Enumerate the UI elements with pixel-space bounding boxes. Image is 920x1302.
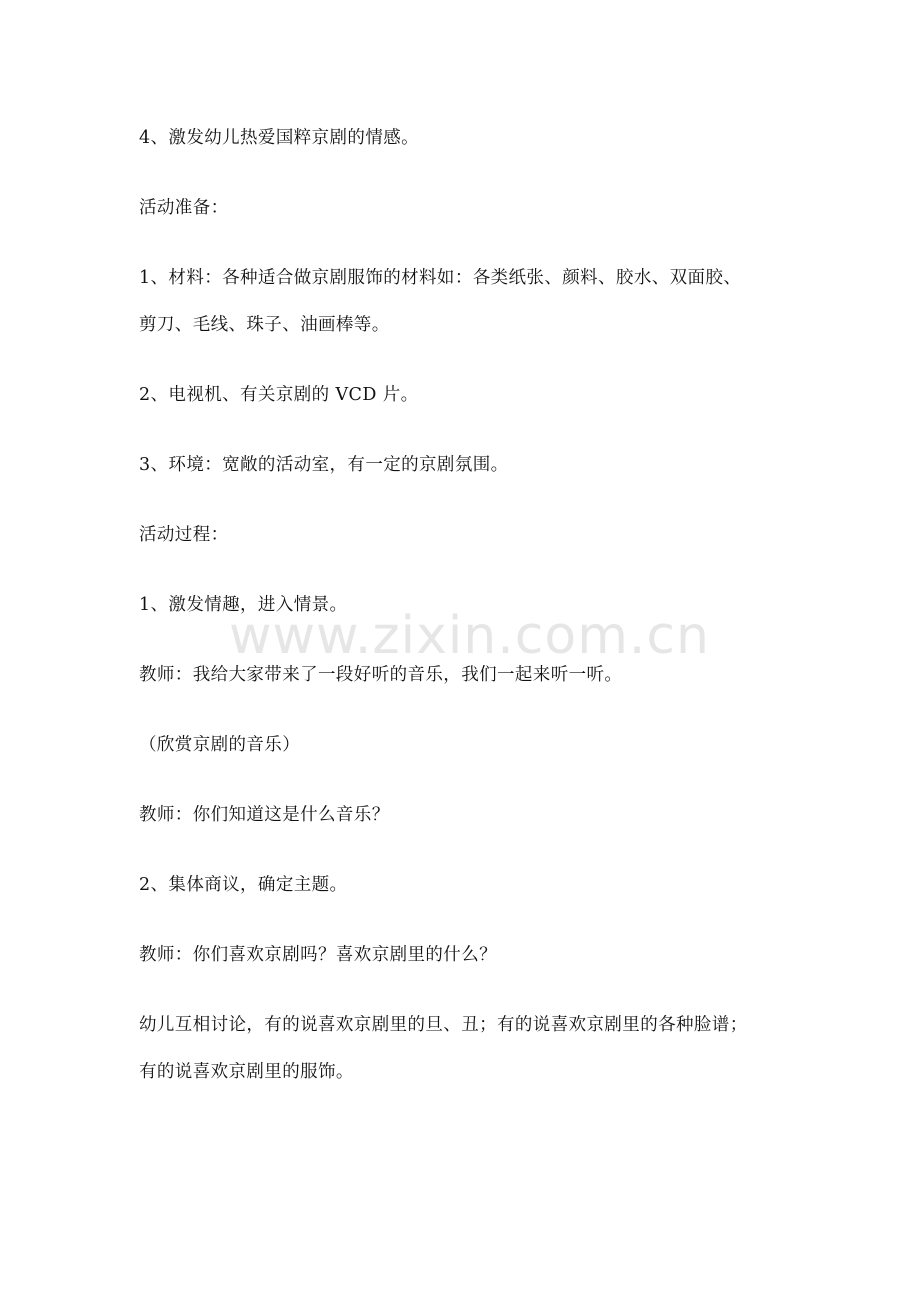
section-heading-preparation: 活动准备： — [139, 198, 229, 218]
paragraph-environment: 3、环境：宽敞的活动室，有一定的京剧氛围。 — [139, 455, 509, 475]
paragraph-step-2: 2、集体商议，确定主题。 — [139, 875, 348, 895]
paragraph-teacher-like: 教师：你们喜欢京剧吗？喜欢京剧里的什么？ — [139, 945, 497, 965]
paragraph-step-1: 1、激发情趣，进入情景。 — [139, 595, 348, 615]
watermark: www.zixin.com.cn — [229, 606, 710, 666]
paragraph-children-discuss-line-2: 有的说喜欢京剧里的服饰。 — [139, 1062, 354, 1082]
paragraph-teacher-question: 教师：你们知道这是什么音乐？ — [139, 805, 390, 825]
paragraph-tv-vcd: 2、电视机、有关京剧的 VCD 片。 — [139, 385, 419, 405]
paragraph-goal-4: 4、激发幼儿热爱国粹京剧的情感。 — [139, 128, 420, 148]
section-heading-process: 活动过程： — [139, 525, 229, 545]
paragraph-children-discuss-line-1: 幼儿互相讨论，有的说喜欢京剧里的旦、丑；有的说喜欢京剧里的各种脸谱； — [139, 1015, 748, 1035]
paragraph-appreciate-music: （欣赏京剧的音乐） — [139, 735, 301, 755]
paragraph-teacher-music: 教师：我给大家带来了一段好听的音乐，我们一起来听一听。 — [139, 665, 623, 685]
paragraph-materials-line-2: 剪刀、毛线、珠子、油画棒等。 — [139, 315, 390, 335]
paragraph-materials-line-1: 1、材料：各种适合做京剧服饰的材料如：各类纸张、颜料、胶水、双面胶、 — [139, 268, 742, 288]
